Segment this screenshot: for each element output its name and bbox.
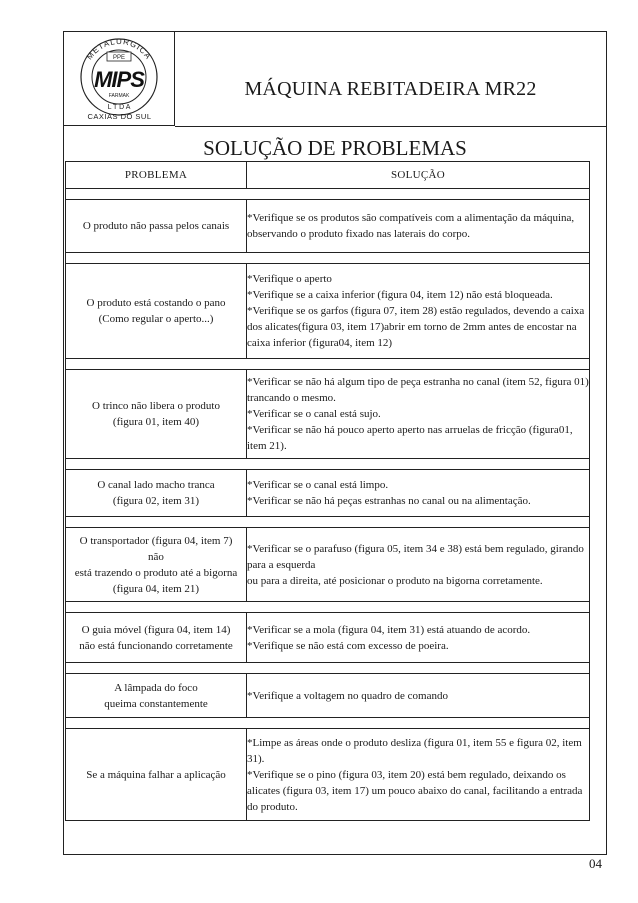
problem-line: (figura 01, item 40) — [112, 416, 200, 428]
section-title: SOLUÇÃO DE PROBLEMAS — [203, 136, 467, 160]
table-row — [66, 674, 590, 718]
column-header-problem: PROBLEMA — [66, 162, 247, 189]
problem-line: está trazendo o produto até a bigorna — [74, 566, 238, 579]
problem-cell — [66, 729, 247, 821]
solution-line: *Verifique a voltagem no quadro de comando — [247, 689, 448, 702]
header-divider — [175, 126, 606, 127]
row-spacer — [66, 663, 590, 674]
page-number: 04 — [589, 856, 602, 871]
solution-cell — [247, 200, 590, 253]
logo-top-text: METALURGICA — [84, 37, 154, 62]
solution-line: *Verificar se não há pouco aperto aperto nas arruelas de fricção (figura01, item 21). — [247, 424, 573, 452]
row-spacer — [66, 459, 590, 470]
table-row — [66, 370, 590, 459]
row-spacer-cell — [66, 602, 590, 613]
logo-brand-text: MIPS — [94, 67, 144, 92]
row-spacer — [66, 718, 590, 729]
problem-line: O trinco não libera o produto — [92, 400, 220, 412]
row-spacer — [66, 189, 590, 200]
row-spacer-cell — [66, 189, 590, 200]
solution-line: *Verificar se a mola (figura 04, item 31) está atuando de acordo. — [247, 623, 531, 636]
problem-line: O guia móvel (figura 04, item 14) — [81, 623, 231, 636]
problem-line: queima constantemente — [104, 697, 208, 710]
problem-cell — [66, 264, 247, 359]
table-body — [66, 189, 590, 821]
logo-small-text-1: PPE — [112, 55, 126, 61]
solution-line: *Verificar se não há algum tipo de peça estranha no canal (item 52, figura 01) trancando o mesmo. — [247, 376, 589, 404]
row-spacer-cell — [66, 253, 590, 264]
column-header-solution: SOLUÇÃO — [247, 162, 590, 189]
problem-cell — [66, 470, 247, 517]
table-row — [66, 528, 590, 602]
problem-line: O transportador (figura 04, item 7) — [79, 534, 233, 547]
problem-line: O produto não passa pelos canais — [82, 220, 230, 232]
row-spacer — [66, 359, 590, 370]
solution-cell — [247, 370, 590, 459]
problem-cell — [66, 674, 247, 718]
table-row — [66, 470, 590, 517]
solution-line: *Verificar se o canal está sujo. — [247, 408, 381, 420]
solution-cell — [247, 470, 590, 517]
solution-line: *Verifique o aperto — [247, 273, 332, 285]
logo-small-text-2: FARMAK — [108, 93, 130, 99]
solution-cell — [247, 613, 590, 663]
troubleshooting-table — [65, 161, 590, 821]
solution-line: *Verifique se os garfos (figura 07, item 28) estão regulados, devendo a caixa dos alicates(figura 03, item 17)abrir em torno de 2mm antes de encostar na caixa inferior (figura04, item 12) — [247, 305, 585, 349]
solution-cell — [247, 528, 590, 602]
solution-line: *Limpe as áreas onde o produto desliza (figura 01, item 55 e figura 02, item 31). — [247, 736, 582, 765]
problem-line: (Como regular o aperto...) — [98, 313, 214, 325]
table-header-row — [66, 162, 590, 189]
problem-cell — [66, 613, 247, 663]
row-spacer-cell — [66, 359, 590, 370]
solution-line: ou para a direita, até posicionar o produto na bigorna corretamente. — [247, 574, 543, 587]
row-spacer — [66, 253, 590, 264]
page-frame — [63, 31, 607, 855]
solution-line: *Verificar se o parafuso (figura 05, item 34 e 38) está bem regulado, girando para a esquerda — [247, 542, 584, 571]
row-spacer — [66, 517, 590, 528]
table-row — [66, 200, 590, 253]
solution-line: *Verifique se o pino (figura 03, item 20) está bem regulado, deixando os alicates (figura 03, item 17) um pouco abaixo do canal, facilitando a entrada do produto. — [247, 768, 583, 813]
solution-line: *Verificar se o canal está limpo. — [247, 479, 389, 491]
logo-ltda-text: L T D A — [107, 104, 131, 111]
solution-line: *Verifique se não está com excesso de poeira. — [247, 639, 449, 652]
problem-line: A lâmpada do foco — [114, 681, 198, 694]
document-title: MÁQUINA REBITADEIRA MR22 — [244, 78, 537, 100]
solution-cell — [247, 729, 590, 821]
row-spacer-cell — [66, 718, 590, 729]
row-spacer-cell — [66, 517, 590, 528]
solution-line: *Verificar se não há peças estranhas no canal ou na alimentação. — [247, 495, 531, 507]
problem-cell — [66, 370, 247, 459]
solution-line: *Verifique se a caixa inferior (figura 04, item 12) não está bloqueada. — [247, 289, 553, 301]
row-spacer-cell — [66, 459, 590, 470]
problem-line: Se a máquina falhar a aplicação — [86, 768, 226, 781]
problem-line: O produto está costando o pano — [86, 297, 226, 309]
table-row — [66, 729, 590, 821]
problem-cell — [66, 200, 247, 253]
logo-box — [64, 32, 175, 126]
problem-cell — [66, 528, 247, 602]
solution-cell — [247, 264, 590, 359]
row-spacer — [66, 602, 590, 613]
problem-line: O canal lado macho tranca — [97, 479, 215, 491]
logo-city: CAXIAS DO SUL — [87, 112, 152, 121]
problem-line: não está funcionando corretamente — [79, 639, 233, 652]
solution-cell — [247, 674, 590, 718]
problem-line: não — [148, 550, 164, 563]
solution-line: *Verifique se os produtos são compatíveis com a alimentação da máquina, observando o produto fixado nas laterais do corpo. — [247, 212, 575, 240]
problem-line: (figura 02, item 31) — [112, 495, 200, 507]
problem-line: (figura 04, item 21) — [112, 582, 200, 595]
row-spacer-cell — [66, 663, 590, 674]
table-row — [66, 613, 590, 663]
company-logo-icon — [74, 37, 164, 117]
table-row — [66, 264, 590, 359]
